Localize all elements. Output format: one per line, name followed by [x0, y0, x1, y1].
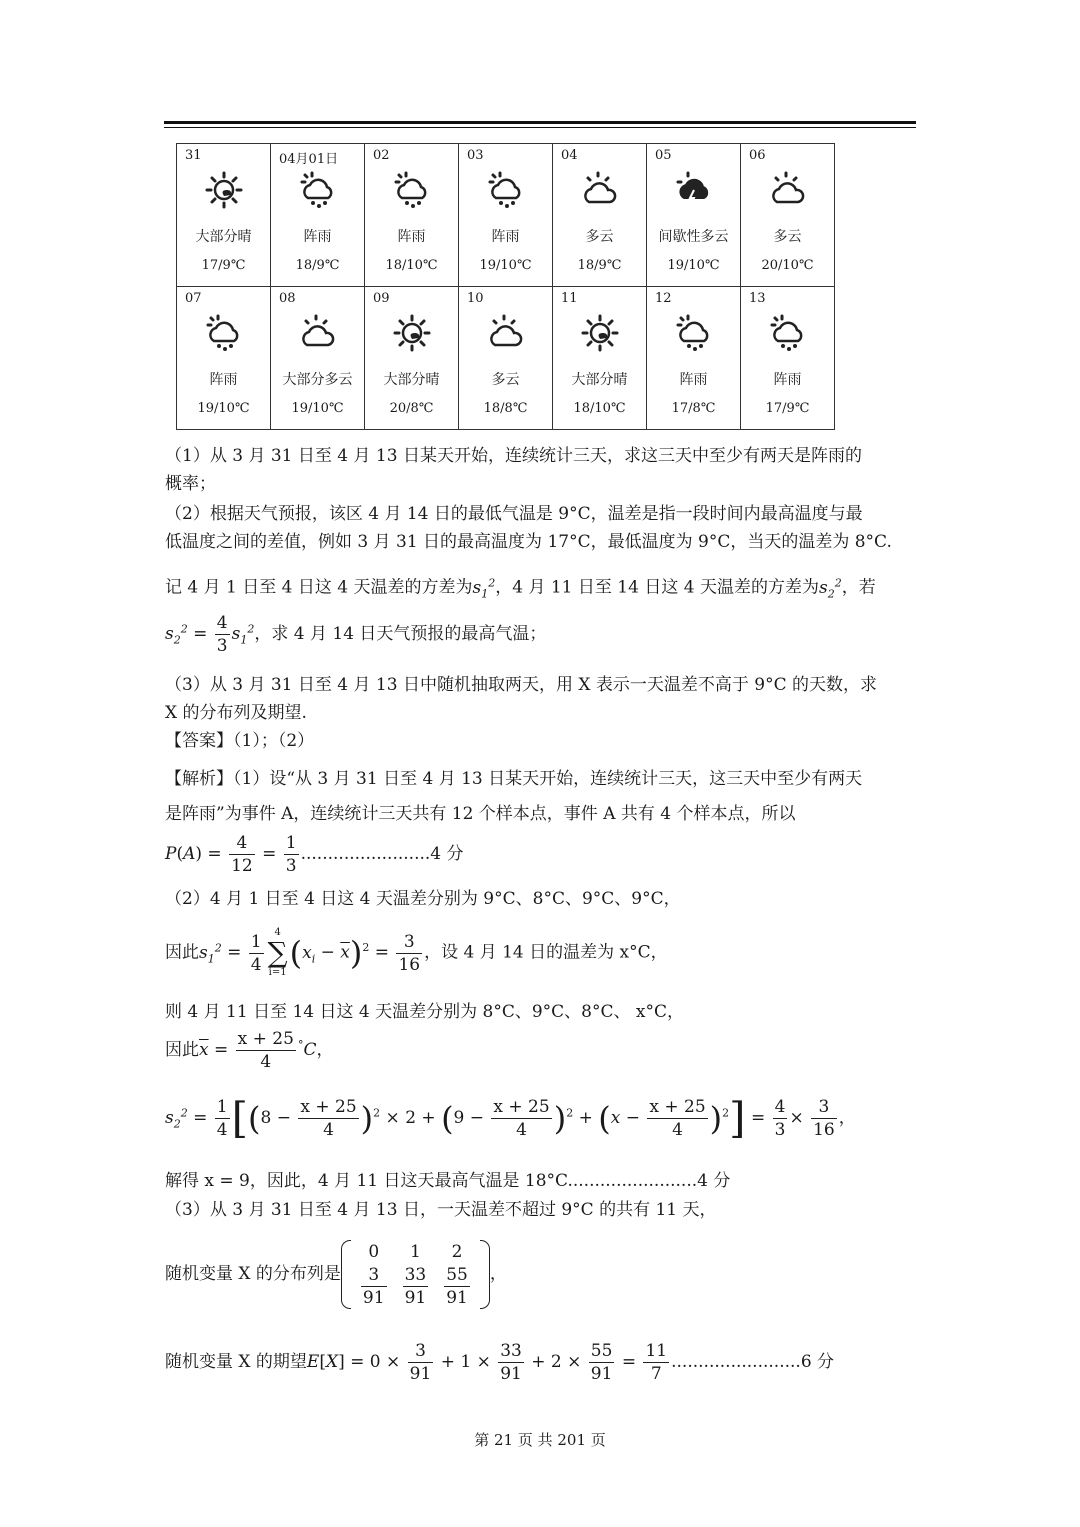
header-rule-thick — [164, 121, 916, 124]
math-fraction: $\frac{x + 25}{4}$ — [649, 1097, 706, 1140]
weather-cell — [647, 144, 741, 287]
weather-condition: 多云 — [491, 372, 520, 388]
question-1-line-2: 概率； — [165, 474, 216, 494]
math-formula: $s_2^2$ — [165, 622, 188, 647]
cloudy-icon — [768, 170, 808, 210]
math-formula: $s_1^2$ — [231, 622, 255, 647]
weather-condition: 大部分晴 — [383, 372, 440, 388]
question-3-line-2: X 的分布列及期望. — [165, 703, 307, 723]
header-rule-thin — [164, 127, 916, 128]
rain-icon — [674, 313, 714, 353]
solution-2-line-2: 因此$s_1^2$ = $\frac{1}{4}$ 4 ∑ i=1 $(x_i - \overline{x})^2$ = $\frac{3}{16}$ ，设 4 月 14 日的温差为 x°C， — [165, 927, 668, 978]
weather-temp: 17/8℃ — [671, 401, 716, 416]
weather-date: 04 — [561, 148, 578, 163]
solution-2-line-6: 解得 x = 9，因此，4 月 11 日这天最高气温是 18°C........................4 分 — [165, 1171, 731, 1191]
weather-condition: 阵雨 — [303, 229, 332, 245]
weather-cell — [271, 144, 365, 287]
math-fraction: $\frac{1}{4}$ — [250, 931, 262, 975]
weather-condition: 阵雨 — [679, 372, 708, 388]
partly-sunny-icon — [392, 313, 432, 353]
weather-cell — [459, 287, 553, 430]
weather-cell — [553, 144, 647, 287]
solution-2-line-4: 因此$\overline{x}$ = $\frac{x + 25}{4}$ °C， — [165, 1029, 334, 1072]
weather-row-1 — [177, 144, 835, 287]
weather-date: 31 — [185, 148, 202, 163]
weather-condition: 多云 — [585, 229, 614, 245]
math-fraction: $\frac{3}{91}$ — [409, 1341, 432, 1384]
weather-temp: 19/10℃ — [479, 258, 532, 273]
weather-date: 04月01日 — [279, 152, 339, 167]
solution-3-line-3: 随机变量 X 的期望E[X] = 0 × $\frac{3}{91}$ + 1 × $\frac{33}{91}$ + 2 × $\frac{55}{91}$ = $\frac{11}{7}$ ........................6 分 — [165, 1341, 835, 1384]
rain-icon — [486, 170, 526, 210]
weather-date: 03 — [467, 148, 484, 163]
weather-condition: 多云 — [773, 229, 802, 245]
weather-temp: 19/10℃ — [197, 401, 250, 416]
weather-cell — [459, 144, 553, 287]
cloudy-icon — [298, 313, 338, 353]
sum-operator: 4 ∑ i=1 — [267, 927, 288, 978]
math-s1-squared: $s_1^2$ — [472, 576, 496, 601]
rain-icon — [204, 313, 244, 353]
storm-cloud-icon — [674, 170, 714, 210]
math-fraction: $\frac{33}{91}$ — [500, 1341, 522, 1384]
question-2-line-1: （2）根据天气预报，该区 4 月 14 日的最低气温是 9°C，温差是指一段时间内最高温度与最 — [165, 504, 863, 524]
weather-date: 12 — [655, 291, 672, 306]
solution-text: 因此 — [165, 1040, 199, 1060]
weather-table — [176, 143, 835, 430]
solution-1-line-2: 是阵雨”为事件 A，连续统计三天共有 12 个样本点，事件 A 共有 4 个样本点，所以 — [165, 804, 796, 824]
question-2-line-2: 低温度之间的差值，例如 3 月 31 日的最高温度为 17°C，最低温度为 9°C，当天的温差为 8°C. — [165, 532, 892, 552]
weather-date: 10 — [467, 291, 484, 306]
math-s2-squared: $s_2^2$ — [818, 576, 842, 601]
math-fraction: $\frac{4}{3}$ — [216, 613, 228, 656]
solution-text: 随机变量 X 的分布列是 — [165, 1264, 341, 1284]
question-1-line-1: （1）从 3 月 31 日至 4 月 13 日某天开始，连续统计三天，求这三天中至少有两天是阵雨的 — [165, 446, 862, 466]
solution-1-line-1: 【解析】（1）设“从 3 月 31 日至 4 月 13 日某天开始，连续统计三天，这三天中至少有两天 — [165, 769, 863, 789]
weather-temp: 18/9℃ — [295, 258, 340, 273]
weather-temp: 19/10℃ — [291, 401, 344, 416]
math-fraction: $\frac{4}{3}$ — [774, 1097, 786, 1140]
math-fraction: $\frac{x + 25}{4}$ — [300, 1097, 357, 1140]
weather-temp: 18/9℃ — [577, 258, 622, 273]
weather-date: 11 — [561, 291, 578, 306]
solution-3-line-1: （3）从 3 月 31 日至 4 月 13 日，一天温差不超过 9°C 的共有 11 天， — [165, 1200, 717, 1220]
math-formula: P — [165, 844, 177, 864]
math-fraction: $\frac{1}{4}$ — [216, 1097, 228, 1140]
weather-date: 08 — [279, 291, 296, 306]
weather-condition: 阵雨 — [209, 372, 238, 388]
weather-temp: 20/8℃ — [389, 401, 434, 416]
question-text: 记 4 月 1 日至 4 日这 4 天温差的方差为 — [165, 577, 473, 598]
question-2-line-4: $s_2^2$ = $\frac{4}{3}$ $s_1^2$，求 4 月 14 日天气预报的最高气温； — [165, 613, 547, 656]
question-2-line-3 — [165, 571, 876, 606]
math-fraction: $\frac{4}{12}$ — [231, 833, 253, 876]
question-3-line-1: （3）从 3 月 31 日至 4 月 13 日中随机抽取两天，用 X 表示一天温差不高于 9°C 的天数，求 — [165, 675, 877, 695]
distribution-matrix: 0 1 2 $\frac{3}{91}$ $\frac{33}{91}$ $\frac{55}{91}$ — [341, 1240, 490, 1309]
math-fraction: $\frac{3}{16}$ — [398, 931, 421, 975]
question-text: ，4 月 11 日至 14 日这 4 天温差的方差为 — [495, 577, 819, 598]
weather-cell — [177, 144, 271, 287]
math-fraction: $\frac{x + 25}{4}$ — [493, 1097, 550, 1140]
weather-date: 13 — [749, 291, 766, 306]
solution-2-line-1: （2）4 月 1 日至 4 日这 4 天温差分别为 9°C、8°C、9°C、9°C， — [165, 889, 681, 909]
weather-temp: 18/10℃ — [385, 258, 438, 273]
question-text: ，若 — [841, 577, 876, 598]
weather-cell — [271, 287, 365, 430]
weather-condition: 大部分多云 — [282, 372, 353, 388]
weather-cell — [553, 287, 647, 430]
cloudy-icon — [486, 313, 526, 353]
weather-condition: 阵雨 — [491, 229, 520, 245]
weather-cell — [365, 287, 459, 430]
rain-icon — [298, 170, 338, 210]
math-fraction: $\frac{55}{91}$ — [590, 1341, 613, 1384]
weather-date: 02 — [373, 148, 390, 163]
rain-icon — [768, 313, 808, 353]
weather-cell — [647, 287, 741, 430]
partly-sunny-icon — [580, 313, 620, 353]
weather-cell — [177, 287, 271, 430]
solution-text: 随机变量 X 的期望 — [165, 1352, 307, 1372]
solution-3-line-2: 随机变量 X 的分布列是 0 1 2 $\frac{3}{91}$ $\frac{33}{91}$ $\frac{55}{91}$ ， — [165, 1242, 507, 1308]
solution-2-line-3: 则 4 月 11 日至 14 日这 4 天温差分别为 8°C、9°C、8°C、 x°C， — [165, 1002, 684, 1022]
weather-date: 06 — [749, 148, 766, 163]
weather-condition: 间歇性多云 — [658, 229, 729, 245]
rain-icon — [392, 170, 432, 210]
weather-temp: 17/9℃ — [765, 401, 810, 416]
page-footer: 第 21 页 共 201 页 — [474, 1431, 606, 1449]
score-note: ........................4 分 — [300, 844, 464, 864]
weather-condition: 大部分晴 — [195, 229, 252, 245]
weather-row-2 — [177, 287, 835, 430]
weather-temp: 18/8℃ — [483, 401, 528, 416]
weather-temp: 18/10℃ — [573, 401, 626, 416]
weather-temp: 17/9℃ — [201, 258, 246, 273]
weather-date: 07 — [185, 291, 202, 306]
solution-1-line-3: P(A) = $\frac{4}{12}$ = $\frac{1}{3}$ ........................4 分 — [165, 833, 464, 876]
math-fraction: $\frac{x + 25}{4}$ — [237, 1029, 294, 1072]
weather-temp: 19/10℃ — [667, 258, 720, 273]
math-fraction: $\frac{11}{7}$ — [645, 1341, 668, 1384]
math-fraction: $\frac{1}{3}$ — [285, 833, 297, 876]
solution-text: ，设 4 月 14 日的温差为 x°C， — [424, 942, 668, 963]
partly-sunny-icon — [204, 170, 244, 210]
cloudy-icon — [580, 170, 620, 210]
weather-cell — [741, 287, 835, 430]
weather-date: 09 — [373, 291, 390, 306]
weather-date: 05 — [655, 148, 672, 163]
weather-condition: 大部分晴 — [571, 372, 628, 388]
weather-condition: 阵雨 — [397, 229, 426, 245]
answer-line: 【答案】（1）；（2） — [165, 731, 315, 751]
question-text: ，求 4 月 14 日天气预报的最高气温； — [254, 624, 547, 644]
weather-cell — [741, 144, 835, 287]
weather-cell — [365, 144, 459, 287]
weather-condition: 阵雨 — [773, 372, 802, 388]
math-fraction: $\frac{3}{16}$ — [813, 1097, 835, 1140]
score-note: ........................6 分 — [671, 1352, 835, 1372]
solution-2-line-5: $s_2^2$ = $\frac{1}{4}$ [(8 − $\frac{x + 25}{4}$ )$^2$ × 2 + (9 − $\frac{x + 25}{4}$ )$^2$ + (x − $\frac{x + 25}{4}$ )$^2$] = $\frac{4}{3}$ × $\frac{3}{16}$ ， — [165, 1093, 856, 1143]
solution-text: 因此 — [165, 942, 199, 963]
weather-temp: 20/10℃ — [761, 258, 814, 273]
